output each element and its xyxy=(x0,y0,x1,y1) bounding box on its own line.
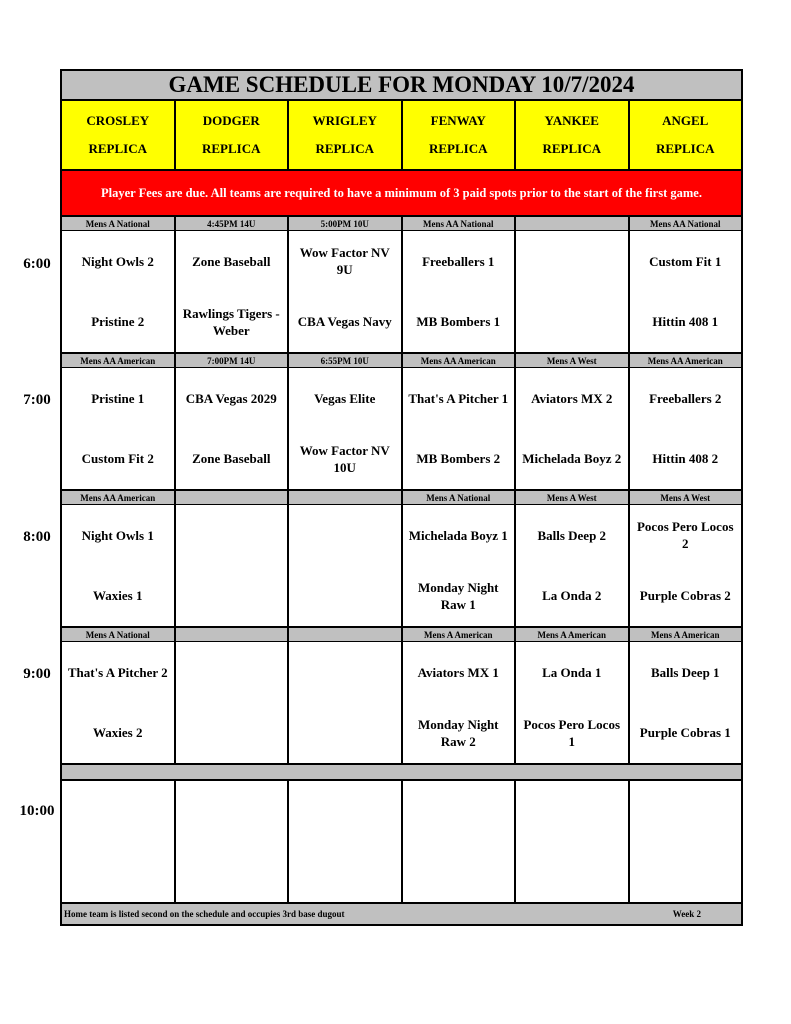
division-label: Mens A American xyxy=(403,628,517,641)
division-label: Mens A National xyxy=(62,217,176,230)
division-label: 5:00PM 10U xyxy=(289,217,403,230)
away-team: Freeballers 1 xyxy=(422,253,495,269)
game-cell xyxy=(62,231,176,352)
division-row xyxy=(60,352,743,368)
division-label xyxy=(516,217,630,230)
game-cell xyxy=(62,642,176,763)
home-team: Hittin 408 2 xyxy=(652,451,719,467)
away-team: That's A Pitcher 1 xyxy=(408,390,509,406)
away-team: Night Owls 1 xyxy=(81,527,154,543)
division-label: Mens A West xyxy=(516,354,630,367)
time-label: 8:00 xyxy=(23,529,51,545)
away-team: Pristine 1 xyxy=(91,390,145,406)
footer-bar xyxy=(60,902,743,926)
games-row xyxy=(60,231,743,352)
field-header-row xyxy=(60,101,743,169)
away-team: Zone Baseball xyxy=(192,253,271,269)
game-cell xyxy=(403,368,517,489)
field-name: FENWAY xyxy=(430,113,486,128)
game-cell xyxy=(176,231,290,352)
home-team: Waxies 1 xyxy=(93,588,143,604)
division-label: Mens AA American xyxy=(62,354,176,367)
away-team: Aviators MX 1 xyxy=(417,664,499,680)
field-wrigley xyxy=(289,101,403,169)
away-team: Vegas Elite xyxy=(314,390,376,406)
home-team: Purple Cobras 1 xyxy=(639,725,731,741)
home-team xyxy=(516,292,628,353)
game-cell xyxy=(289,505,403,626)
home-team: Custom Fit 2 xyxy=(81,451,154,467)
field-sub: REPLICA xyxy=(315,141,374,156)
empty-cell xyxy=(289,781,403,902)
games-row xyxy=(60,505,743,626)
empty-cell xyxy=(630,781,742,902)
division-label: Mens A National xyxy=(403,491,517,504)
field-fenway xyxy=(403,101,517,169)
game-cell xyxy=(176,368,290,489)
away-team xyxy=(176,642,288,703)
division-label xyxy=(289,491,403,504)
division-label: 6:55PM 10U xyxy=(289,354,403,367)
division-label xyxy=(176,628,290,641)
empty-slot-row xyxy=(60,781,743,902)
field-sub: REPLICA xyxy=(201,141,261,156)
away-team xyxy=(516,231,628,292)
division-label: Mens A National xyxy=(62,628,176,641)
away-team: La Onda 1 xyxy=(542,664,602,680)
game-cell xyxy=(403,642,517,763)
game-cell xyxy=(62,368,176,489)
away-team: Freeballers 2 xyxy=(649,390,722,406)
away-team xyxy=(176,505,288,566)
home-team: Monday Night Raw 1 xyxy=(417,579,499,612)
home-team: Pristine 2 xyxy=(91,314,145,330)
games-row xyxy=(60,642,743,763)
away-team: Balls Deep 2 xyxy=(537,527,607,543)
game-cell xyxy=(176,642,290,763)
time-label: 10:00 xyxy=(19,803,55,819)
home-team: Hittin 408 1 xyxy=(652,314,719,330)
empty-cell xyxy=(62,781,176,902)
division-label: Mens AA American xyxy=(62,491,176,504)
game-cell xyxy=(516,368,630,489)
game-cell xyxy=(630,231,742,352)
game-cell xyxy=(630,642,742,763)
field-name: YANKEE xyxy=(544,113,599,128)
field-sub: REPLICA xyxy=(542,141,601,156)
field-name: ANGEL xyxy=(662,113,709,128)
week-label: Week 2 xyxy=(672,909,701,919)
game-cell xyxy=(630,505,742,626)
game-cell xyxy=(289,231,403,352)
empty-cell xyxy=(516,781,630,902)
division-row xyxy=(60,215,743,231)
division-label xyxy=(176,491,290,504)
page-title: GAME SCHEDULE FOR MONDAY 10/7/2024 xyxy=(60,69,743,101)
game-cell xyxy=(62,505,176,626)
home-team: MB Bombers 2 xyxy=(416,451,501,467)
field-name: CROSLEY xyxy=(86,113,150,128)
field-crosley xyxy=(62,101,176,169)
away-team: That's A Pitcher 2 xyxy=(67,664,168,680)
game-cell xyxy=(289,642,403,763)
division-label: Mens AA American xyxy=(403,354,517,367)
empty-cell xyxy=(403,781,517,902)
game-cell xyxy=(516,505,630,626)
division-label: Mens A West xyxy=(660,492,711,503)
home-team xyxy=(176,566,288,627)
division-label: Mens AA National xyxy=(649,218,721,229)
game-cell xyxy=(630,368,742,489)
division-label: Mens AA American xyxy=(647,355,723,366)
home-team: MB Bombers 1 xyxy=(416,314,501,330)
home-team: Pocos Pero Locos 1 xyxy=(523,716,621,749)
division-label: Mens A American xyxy=(651,629,720,640)
field-yankee xyxy=(516,101,630,169)
game-cell xyxy=(516,642,630,763)
away-team: Aviators MX 2 xyxy=(531,390,613,406)
game-cell xyxy=(403,505,517,626)
spacer-row xyxy=(60,763,743,781)
division-label: 7:00PM 14U xyxy=(176,354,290,367)
away-team: Wow Factor NV 9U xyxy=(299,245,390,278)
field-angel xyxy=(630,101,742,169)
field-sub: REPLICA xyxy=(88,141,147,156)
division-label: 4:45PM 14U xyxy=(176,217,290,230)
time-label: 6:00 xyxy=(23,256,51,272)
home-team: Waxies 2 xyxy=(93,725,143,741)
away-team: Custom Fit 1 xyxy=(649,253,722,269)
division-label: Mens A West xyxy=(516,491,630,504)
games-row xyxy=(60,368,743,489)
away-team xyxy=(289,505,401,566)
game-cell xyxy=(516,231,630,352)
home-team xyxy=(176,703,288,764)
home-team: Monday Night Raw 2 xyxy=(417,716,499,749)
away-team: Michelada Boyz 1 xyxy=(408,527,508,543)
field-sub: REPLICA xyxy=(655,141,715,156)
time-label: 7:00 xyxy=(23,392,51,408)
division-row xyxy=(60,626,743,642)
home-team: Zone Baseball xyxy=(192,451,271,467)
game-cell xyxy=(289,368,403,489)
division-row xyxy=(60,489,743,505)
home-team: La Onda 2 xyxy=(542,588,602,604)
home-team: Rawlings Tigers - Weber xyxy=(182,305,280,338)
home-team xyxy=(289,703,401,764)
home-team: CBA Vegas Navy xyxy=(297,314,392,330)
home-team: Wow Factor NV 10U xyxy=(299,442,390,475)
home-team xyxy=(289,566,401,627)
time-label: 9:00 xyxy=(23,666,51,682)
field-dodger xyxy=(176,101,290,169)
fees-notice: Player Fees are due. All teams are required to have a minimum of 3 paid spots prior to the start of the first game. xyxy=(60,169,743,215)
schedule-sheet xyxy=(60,69,743,926)
away-team: Pocos Pero Locos 2 xyxy=(636,519,734,552)
division-label xyxy=(289,628,403,641)
division-label: Mens A American xyxy=(516,628,630,641)
field-sub: REPLICA xyxy=(428,141,488,156)
field-name: WRIGLEY xyxy=(312,113,377,128)
footer-note: Home team is listed second on the schedule and occupies 3rd base dugout xyxy=(64,909,345,919)
division-label: Mens AA National xyxy=(403,217,517,230)
game-cell xyxy=(403,231,517,352)
away-team: Night Owls 2 xyxy=(81,253,154,269)
game-cell xyxy=(176,505,290,626)
away-team: Balls Deep 1 xyxy=(650,664,720,680)
home-team: Michelada Boyz 2 xyxy=(522,451,622,467)
away-team: CBA Vegas 2029 xyxy=(185,390,277,406)
field-name: DODGER xyxy=(202,113,260,128)
empty-cell xyxy=(176,781,290,902)
away-team xyxy=(289,642,401,703)
home-team: Purple Cobras 2 xyxy=(639,588,731,604)
